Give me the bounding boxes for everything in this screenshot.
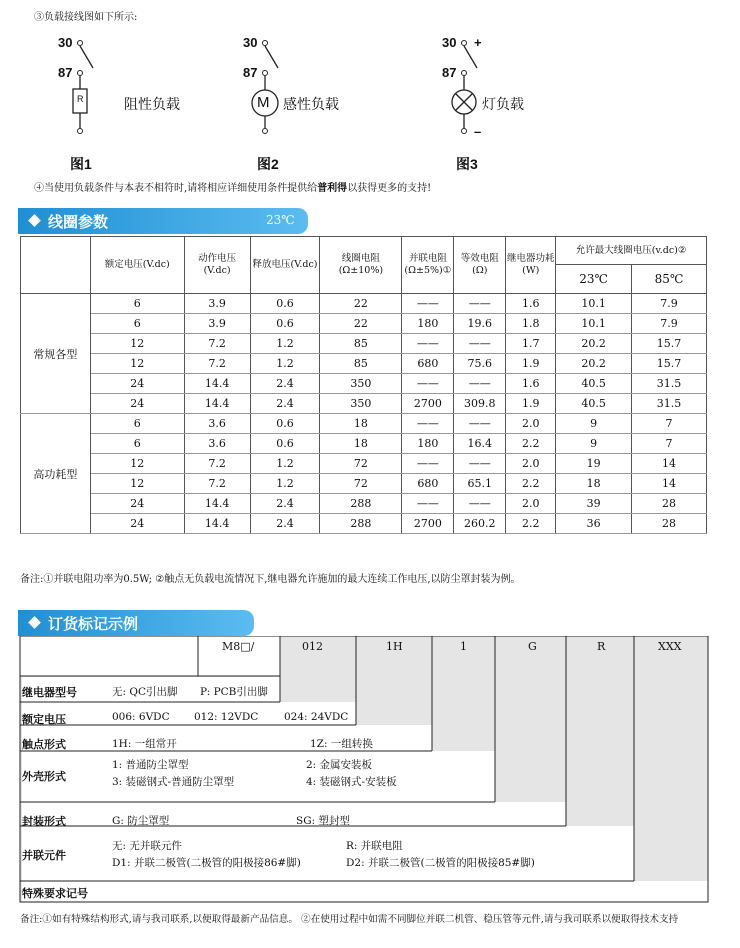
table-cell: 7.9	[632, 294, 707, 314]
header-85c: 85℃	[632, 265, 707, 294]
table-cell: 1.9	[506, 354, 556, 374]
resistive-load-diagram	[73, 41, 93, 134]
table-cell: 16.4	[454, 434, 506, 454]
housing-4: 4: 装磁钢式-安装板	[306, 776, 397, 788]
table-cell: 1.7	[506, 334, 556, 354]
package-g: G: 防尘罩型	[112, 815, 170, 827]
table-cell: 20.2	[556, 334, 632, 354]
inductive-load-diagram	[252, 41, 278, 134]
code-parallel: R	[597, 640, 606, 653]
table-cell: 7	[632, 414, 707, 434]
table-cell: 15.7	[632, 334, 707, 354]
table-cell: 680	[402, 474, 454, 494]
order-section-banner	[18, 610, 254, 636]
table-cell: 2.0	[506, 414, 556, 434]
table-cell: 6	[90, 414, 184, 434]
fig2-label: 图2	[257, 156, 279, 172]
table-cell: 75.6	[454, 354, 506, 374]
label-housing: 外壳形式	[22, 771, 66, 783]
parallel-d2: D2: 并联二极管(二极管的阳极接85#脚)	[346, 857, 535, 869]
motor-symbol: M	[257, 94, 270, 111]
table-row	[21, 434, 707, 454]
voltage-6: 006: 6VDC	[112, 711, 170, 723]
table-cell: 14.4	[184, 374, 250, 394]
table-cell: 18	[320, 414, 402, 434]
table-cell: 12	[90, 334, 184, 354]
table-row	[21, 514, 707, 534]
table-cell: 24	[90, 394, 184, 414]
table-cell: 24	[90, 494, 184, 514]
label-special: 特殊要求记号	[22, 888, 88, 900]
header-equivalent-resistance: 等效电阻(Ω)	[454, 237, 506, 294]
group-label: 常规各型	[21, 294, 91, 414]
table-cell: 0.6	[250, 294, 320, 314]
table-cell: 19.6	[454, 314, 506, 334]
group-label: 高功耗型	[21, 414, 91, 534]
table-cell: ——	[454, 414, 506, 434]
table-cell: 20.2	[556, 354, 632, 374]
housing-1: 1: 普通防尘罩型	[112, 759, 189, 771]
table-cell: 3.9	[184, 314, 250, 334]
header-blank	[21, 237, 91, 294]
table-cell: 1.9	[506, 394, 556, 414]
wiring-diagrams	[0, 25, 740, 175]
fig2-caption: 感性负载	[283, 96, 339, 112]
table-cell: ——	[402, 414, 454, 434]
table-cell: 72	[320, 474, 402, 494]
code-housing: 1	[460, 640, 467, 653]
table-cell: 14	[632, 474, 707, 494]
table-cell: 6	[90, 434, 184, 454]
coil-section-title: 线圈参数	[48, 214, 109, 231]
table-cell: 0.6	[250, 314, 320, 334]
coil-parameter-table	[20, 236, 707, 534]
table-cell: 85	[320, 334, 402, 354]
fig1-caption: 阻性负载	[124, 96, 180, 112]
header-power: 继电器功耗(W)	[506, 237, 556, 294]
code-voltage: 012	[302, 640, 323, 653]
diamond-icon	[28, 616, 41, 629]
housing-3: 3: 装磁钢式-普通防尘罩型	[112, 776, 235, 788]
fig1-pin-30: 30	[58, 35, 73, 50]
table-cell: 39	[556, 494, 632, 514]
table-cell: ——	[402, 494, 454, 514]
table-cell: 14.4	[184, 394, 250, 414]
label-package: 封装形式	[22, 816, 66, 828]
header-max-voltage: 允许最大线圈电压(v.dc)②	[556, 237, 707, 265]
table-cell: 2700	[402, 394, 454, 414]
table-cell: 2.2	[506, 514, 556, 534]
table-cell: 7.9	[632, 314, 707, 334]
contact-1z: 1Z: 一组转换	[310, 738, 373, 750]
table-cell: 14.4	[184, 514, 250, 534]
table-cell: 260.2	[454, 514, 506, 534]
table-cell: 2.4	[250, 514, 320, 534]
header-23c: 23℃	[556, 265, 632, 294]
table-cell: 3.9	[184, 294, 250, 314]
table-cell: 9	[556, 414, 632, 434]
intro-text: ③负载接线图如下所示:	[34, 12, 138, 23]
table-cell: 350	[320, 374, 402, 394]
table-cell: 22	[320, 314, 402, 334]
table-cell: 2.2	[506, 474, 556, 494]
table-cell: 28	[632, 514, 707, 534]
fig3-caption: 灯负载	[482, 96, 524, 112]
label-model: 继电器型号	[22, 687, 77, 699]
table-row	[21, 474, 707, 494]
table-cell: 85	[320, 354, 402, 374]
parallel-d1: D1: 并联二极管(二极管的阳极接86#脚)	[112, 857, 301, 869]
table-cell: 180	[402, 314, 454, 334]
table-cell: 1.2	[250, 474, 320, 494]
table-cell: ——	[454, 294, 506, 314]
table-cell: 7.2	[184, 454, 250, 474]
package-sg: SG: 塑封型	[296, 815, 350, 827]
table-cell: 36	[556, 514, 632, 534]
lamp-load-diagram	[452, 41, 477, 134]
fig2-pin-30: 30	[243, 35, 258, 50]
table-cell: ——	[402, 374, 454, 394]
table-cell: ——	[454, 494, 506, 514]
table-cell: 18	[320, 434, 402, 454]
table-cell: 40.5	[556, 374, 632, 394]
table-row	[21, 314, 707, 334]
fig3-pin-87: 87	[442, 65, 457, 80]
model-pcb: P: PCB引出脚	[200, 686, 268, 698]
table-cell: 9	[556, 434, 632, 454]
note-4: ④当使用负载条件与本表不相符时,请将相应详细使用条件提供给普利得以获得更多的支持!	[34, 183, 432, 194]
table-row	[21, 394, 707, 414]
table-cell: 15.7	[632, 354, 707, 374]
coil-note: 备注:①并联电阻功率为0.5W; ②触点无负载电流情况下,继电器允许施加的最大连续工作电压,以防尘罩封装为例。	[20, 574, 521, 585]
table-row	[21, 494, 707, 514]
label-voltage: 额定电压	[22, 714, 66, 726]
banner-temp: 23℃	[266, 213, 295, 227]
parallel-none: 无: 无并联元件	[112, 840, 182, 852]
table-cell: 2.4	[250, 394, 320, 414]
table-cell: 12	[90, 354, 184, 374]
diamond-icon	[28, 214, 41, 227]
header-release-voltage: 释放电压(V.dc)	[250, 237, 320, 294]
table-cell: 2.2	[506, 434, 556, 454]
code-model: M8□/	[222, 640, 255, 653]
coil-section-banner	[18, 208, 308, 234]
code-contact: 1H	[386, 640, 403, 653]
table-cell: 14.4	[184, 494, 250, 514]
label-parallel: 并联元件	[22, 850, 66, 862]
table-cell: 2.0	[506, 494, 556, 514]
table-cell: 1.2	[250, 454, 320, 474]
table-row	[21, 334, 707, 354]
table-cell: 7.2	[184, 334, 250, 354]
housing-2: 2: 金属安装板	[306, 759, 373, 771]
table-cell: 3.6	[184, 414, 250, 434]
table-cell: ——	[454, 374, 506, 394]
table-row	[21, 454, 707, 474]
table-cell: 31.5	[632, 394, 707, 414]
table-cell: 180	[402, 434, 454, 454]
voltage-12: 012: 12VDC	[194, 711, 259, 723]
fig2-pin-87: 87	[243, 65, 258, 80]
table-cell: 7	[632, 434, 707, 454]
table-cell: 6	[90, 314, 184, 334]
resistor-symbol: R	[77, 94, 84, 104]
fig3-label: 图3	[456, 156, 478, 172]
table-row	[21, 414, 707, 434]
table-cell: 65.1	[454, 474, 506, 494]
fig3-pin-30: 30	[442, 35, 457, 50]
fig3-minus: –	[474, 124, 482, 139]
header-coil-resistance: 线圈电阻(Ω±10%)	[320, 237, 402, 294]
table-cell: 12	[90, 474, 184, 494]
fig1-pin-87: 87	[58, 65, 73, 80]
table-cell: 1.8	[506, 314, 556, 334]
order-note: 备注:①如有特殊结构形式,请与我司联系,以便取得最新产品信息。 ②在使用过程中如需不同脚位并联二机管、稳压管等元件,请与我司联系以便取得技术支持	[20, 914, 679, 925]
fig3-plus: +	[474, 35, 482, 50]
table-cell: 72	[320, 454, 402, 474]
table-cell: ——	[454, 454, 506, 474]
table-cell: 6	[90, 294, 184, 314]
table-cell: 288	[320, 514, 402, 534]
table-row	[21, 294, 707, 314]
table-cell: 1.2	[250, 334, 320, 354]
code-special: XXX	[658, 640, 682, 653]
table-cell: 14	[632, 454, 707, 474]
header-rated-voltage: 额定电压(V.dc)	[90, 237, 184, 294]
table-row	[21, 354, 707, 374]
header-pickup-voltage: 动作电压(V.dc)	[184, 237, 250, 294]
table-cell: 2.0	[506, 454, 556, 474]
table-cell: 350	[320, 394, 402, 414]
table-cell: 10.1	[556, 294, 632, 314]
table-cell: 40.5	[556, 394, 632, 414]
table-cell: 0.6	[250, 434, 320, 454]
contact-1h: 1H: 一组常开	[112, 738, 177, 750]
table-cell: ——	[402, 454, 454, 474]
table-cell: ——	[402, 334, 454, 354]
table-cell: 288	[320, 494, 402, 514]
table-cell: 2700	[402, 514, 454, 534]
table-cell: 18	[556, 474, 632, 494]
table-cell: 680	[402, 354, 454, 374]
parallel-r: R: 并联电阻	[346, 840, 403, 852]
header-parallel-resistance: 并联电阻(Ω±5%)①	[402, 237, 454, 294]
table-row	[21, 374, 707, 394]
table-cell: 24	[90, 374, 184, 394]
table-cell: 24	[90, 514, 184, 534]
voltage-24: 024: 24VDC	[284, 711, 349, 723]
table-cell: 2.4	[250, 494, 320, 514]
table-cell: ——	[454, 334, 506, 354]
table-cell: 3.6	[184, 434, 250, 454]
table-cell: 7.2	[184, 354, 250, 374]
table-cell: 309.8	[454, 394, 506, 414]
fig1-label: 图1	[70, 156, 92, 172]
label-contact: 触点形式	[22, 739, 66, 751]
order-section-title: 订货标记示例	[48, 616, 139, 633]
table-cell: 0.6	[250, 414, 320, 434]
code-package: G	[528, 640, 537, 653]
table-cell: 12	[90, 454, 184, 474]
table-cell: 22	[320, 294, 402, 314]
table-cell: 19	[556, 454, 632, 474]
table-cell: 10.1	[556, 314, 632, 334]
table-cell: 1.2	[250, 354, 320, 374]
table-cell: 1.6	[506, 374, 556, 394]
table-cell: 7.2	[184, 474, 250, 494]
table-cell: 28	[632, 494, 707, 514]
table-cell: 31.5	[632, 374, 707, 394]
table-cell: ——	[402, 294, 454, 314]
table-cell: 1.6	[506, 294, 556, 314]
table-cell: 2.4	[250, 374, 320, 394]
model-qc: 无: QC引出脚	[112, 686, 178, 698]
